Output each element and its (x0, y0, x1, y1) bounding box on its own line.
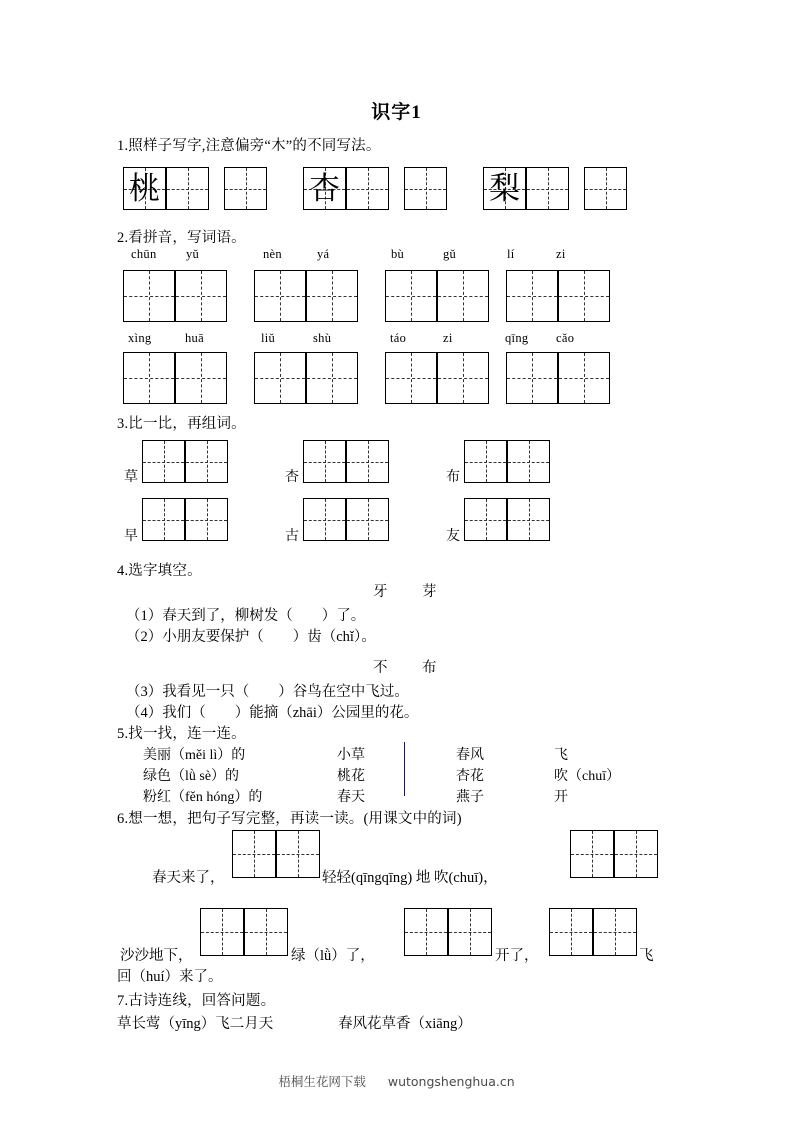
q2-answer-box[interactable] (254, 270, 306, 322)
q3-answer-box[interactable] (507, 440, 550, 483)
q3-answer-box[interactable] (464, 498, 507, 541)
q6-answer-box[interactable] (404, 908, 448, 956)
q2-pinyin: yǔ (186, 247, 200, 261)
q2-pinyin: qīng (505, 331, 529, 345)
q5-option-right[interactable]: 小草 (337, 748, 365, 763)
q6-answer-box[interactable] (549, 908, 593, 956)
q5-option-right[interactable]: 春天 (337, 790, 365, 805)
q2-pinyin: yá (317, 247, 330, 261)
q2-answer-box[interactable] (385, 270, 437, 322)
q1-blank-box[interactable] (584, 167, 627, 210)
q6-answer-box[interactable] (244, 908, 288, 956)
q6-line3-text: 回（huí）来了。 (117, 969, 223, 985)
q6-answer-box[interactable] (448, 908, 492, 956)
footer-watermark (0, 1072, 793, 1090)
q4-choices-group-b: 不 布 (373, 660, 447, 676)
q6-answer-box[interactable] (200, 908, 244, 956)
q6-line1-text-b: 轻轻(qīngqīng) 地 吹(chuī)， (322, 870, 498, 886)
footer-site: wutongshenghua.cn (387, 1074, 515, 1089)
q5-option-right[interactable]: 桃花 (337, 769, 365, 784)
q4-choices-group-a: 牙 芽 (373, 584, 447, 600)
q6-answer-box[interactable] (570, 830, 614, 878)
q5-option-verb[interactable]: 吹（chuī） (554, 769, 621, 784)
q2-answer-box[interactable] (506, 270, 558, 322)
q6-answer-box[interactable] (614, 830, 658, 878)
q3-char-label: 古 (285, 529, 299, 544)
question-3-prompt: 3.比一比，再组词。 (117, 416, 246, 432)
q1-blank-box[interactable] (404, 167, 447, 210)
question-4-prompt: 4.选字填空。 (117, 563, 202, 579)
q2-answer-box[interactable] (437, 270, 489, 322)
q3-answer-box[interactable] (142, 440, 185, 483)
q3-char-label: 早 (124, 529, 138, 544)
footer-brand: 梧桐生花网下载 (278, 1074, 366, 1089)
q3-char-label: 草 (124, 470, 138, 485)
q1-model-char-3: 梨 (489, 171, 520, 206)
q3-answer-box[interactable] (346, 498, 389, 541)
q2-answer-box[interactable] (558, 352, 610, 404)
q6-answer-box[interactable] (232, 830, 276, 878)
q4-sentence-2[interactable]: （2）小朋友要保护（ ）齿（chǐ）。 (126, 629, 376, 645)
q2-pinyin: liǔ (261, 331, 276, 345)
q1-model-box-2 (303, 167, 346, 210)
q2-pinyin: zi (443, 331, 453, 345)
q5-option-verb[interactable]: 飞 (554, 748, 568, 763)
q3-char-label: 友 (446, 529, 460, 544)
q6-line2-text-b: 绿（lǜ）了， (291, 948, 375, 964)
q7-poem-line-left[interactable]: 草长莺（yīng）飞二月天 (117, 1016, 274, 1032)
q3-answer-box[interactable] (303, 498, 346, 541)
q2-pinyin: shù (313, 331, 332, 345)
q1-model-char-1: 桃 (129, 171, 160, 206)
q2-pinyin: táo (390, 331, 407, 345)
q3-answer-box[interactable] (185, 440, 228, 483)
question-5-prompt: 5.找一找，连一连。 (117, 726, 246, 742)
q5-column-divider (404, 742, 405, 796)
q2-pinyin: huā (185, 331, 204, 345)
q1-model-box-3 (483, 167, 526, 210)
q2-pinyin: nèn (263, 247, 282, 261)
q6-answer-box[interactable] (593, 908, 637, 956)
q6-line2-text-c: 开了， (495, 948, 539, 964)
q1-model-box-1 (123, 167, 166, 210)
q5-option-verb[interactable]: 开 (554, 790, 568, 805)
q2-answer-box[interactable] (558, 270, 610, 322)
q2-pinyin: cǎo (556, 331, 575, 345)
q5-option-subject[interactable]: 燕子 (456, 790, 484, 805)
q6-line2-text-d: 飞 (639, 948, 654, 964)
q1-blank-box[interactable] (526, 167, 569, 210)
q3-answer-box[interactable] (346, 440, 389, 483)
q3-answer-box[interactable] (142, 498, 185, 541)
page-title: 识字1 (371, 102, 422, 123)
q3-answer-box[interactable] (507, 498, 550, 541)
q3-char-label: 杏 (285, 470, 299, 485)
q2-answer-box[interactable] (506, 352, 558, 404)
q3-answer-box[interactable] (464, 440, 507, 483)
q2-answer-box[interactable] (437, 352, 489, 404)
q6-answer-box[interactable] (276, 830, 320, 878)
q5-option-subject[interactable]: 春风 (456, 748, 484, 763)
q4-sentence-1[interactable]: （1）春天到了，柳树发（ ）了。 (126, 608, 366, 624)
q2-pinyin: gǔ (443, 247, 457, 261)
q2-answer-box[interactable] (254, 352, 306, 404)
q6-line2-text-a: 沙沙地下， (120, 948, 193, 964)
q1-blank-box[interactable] (166, 167, 209, 210)
q1-blank-box[interactable] (346, 167, 389, 210)
q5-option-subject[interactable]: 杏花 (456, 769, 484, 784)
q5-option-left[interactable]: 美丽（měi lì）的 (143, 748, 246, 763)
q1-model-char-2: 杏 (309, 171, 340, 206)
q4-sentence-3[interactable]: （3）我看见一只（ ）谷鸟在空中飞过。 (126, 684, 409, 700)
q3-answer-box[interactable] (303, 440, 346, 483)
q7-poem-line-right[interactable]: 春风花草香（xiāng） (338, 1016, 472, 1032)
q3-char-label: 布 (446, 470, 460, 485)
question-2-prompt: 2.看拼音，写词语。 (117, 230, 246, 246)
q2-answer-box[interactable] (306, 270, 358, 322)
q2-answer-box[interactable] (175, 270, 227, 322)
q2-answer-box[interactable] (385, 352, 437, 404)
q2-pinyin: xìng (128, 331, 152, 345)
q2-answer-box[interactable] (123, 352, 175, 404)
q2-pinyin: zi (556, 247, 566, 261)
q4-sentence-4[interactable]: （4）我们（ ）能摘（zhāi）公园里的花。 (126, 705, 419, 721)
q2-pinyin: chūn (131, 247, 157, 261)
question-1-prompt: 1.照样子写字,注意偏旁“木”的不同写法。 (117, 138, 381, 154)
q2-pinyin: bù (391, 247, 405, 261)
q5-option-left[interactable]: 粉红（fěn hóng）的 (143, 790, 263, 805)
q6-line1-text-a: 春天来了， (152, 870, 225, 886)
question-7-prompt: 7.古诗连线，回答问题。 (117, 993, 276, 1009)
q1-blank-box[interactable] (224, 167, 267, 210)
q3-answer-box[interactable] (185, 498, 228, 541)
q2-answer-box[interactable] (175, 352, 227, 404)
question-6-prompt: 6.想一想，把句子写完整，再读一读。(用课文中的词) (117, 811, 462, 827)
q2-pinyin: lí (507, 247, 515, 261)
q2-answer-box[interactable] (306, 352, 358, 404)
q2-answer-box[interactable] (123, 270, 175, 322)
q5-option-left[interactable]: 绿色（lǜ sè）的 (143, 769, 240, 784)
